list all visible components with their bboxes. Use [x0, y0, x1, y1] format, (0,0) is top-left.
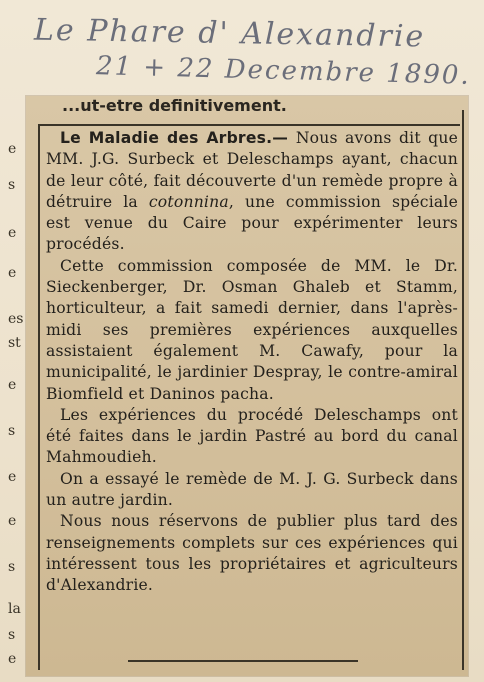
margin-fragment: la	[8, 601, 21, 617]
margin-fragment: st	[8, 335, 21, 351]
column-rule-left	[38, 124, 40, 670]
article-headline: Le Maladie des Arbres.—	[60, 129, 296, 147]
margin-fragment: e	[8, 469, 17, 485]
margin-fragment: e	[8, 513, 17, 529]
margin-fragment: s	[8, 627, 16, 643]
article-paragraph: Cette commission composée de MM. le Dr. Sieckenberger, Dr. Osman Ghaleb et Stamm, horticulteur, a fait samedi dernier, dans l'après-midi ses premières expériences auxquelles assistaient également M. Cawafy, pour la municipalité, le jardinier Despray, le contre-amiral Biomfield et Daninos pacha.	[46, 256, 458, 403]
margin-fragment: s	[8, 423, 16, 439]
margin-fragment: e	[8, 265, 17, 281]
margin-fragment: es	[8, 311, 24, 327]
margin-fragment: e	[8, 377, 17, 393]
margin-fragment: e	[8, 225, 17, 241]
margin-fragment: e	[8, 651, 17, 667]
column-rule-bottom	[128, 660, 358, 662]
margin-fragment: e	[8, 141, 17, 157]
previous-article-fragment: ...ut-etre definitivement.	[62, 96, 287, 115]
article-paragraph: On a essayé le remède de M. J. G. Surbeck dans un autre jardin.	[46, 469, 458, 510]
column-rule-top	[40, 124, 460, 126]
article-paragraph	[46, 128, 458, 256]
margin-fragment: s	[8, 177, 16, 193]
paragraph-text: Nous avons dit que MM. J.G. Surbeck et Deleschamps ayant, chacun de leur côté, fait découverte d'un remède propre à détruire la	[46, 129, 459, 211]
paragraph-italic-text: cotonnina	[148, 192, 229, 211]
paragraph-text: , une commission spéciale est venue du Caire pour expérimenter leurs procédés.	[46, 192, 458, 254]
margin-fragment: s	[8, 559, 16, 575]
column-rule-right	[462, 110, 464, 670]
article-paragraph: Les expériences du procédé Deleschamps ont été faites dans le jardin Pastré au bord du canal Mahmoudieh.	[46, 405, 458, 467]
article-body	[46, 128, 458, 597]
handwritten-source-title: Le Phare d' Alexandrie	[33, 12, 426, 55]
article-paragraph: Nous nous réservons de publier plus tard des renseignements complets sur ces expériences qui intéressent tous les propriétaires et agriculteurs d'Alexandrie.	[46, 512, 458, 595]
handwritten-date: 21 + 22 Decembre 1890.	[95, 51, 472, 91]
